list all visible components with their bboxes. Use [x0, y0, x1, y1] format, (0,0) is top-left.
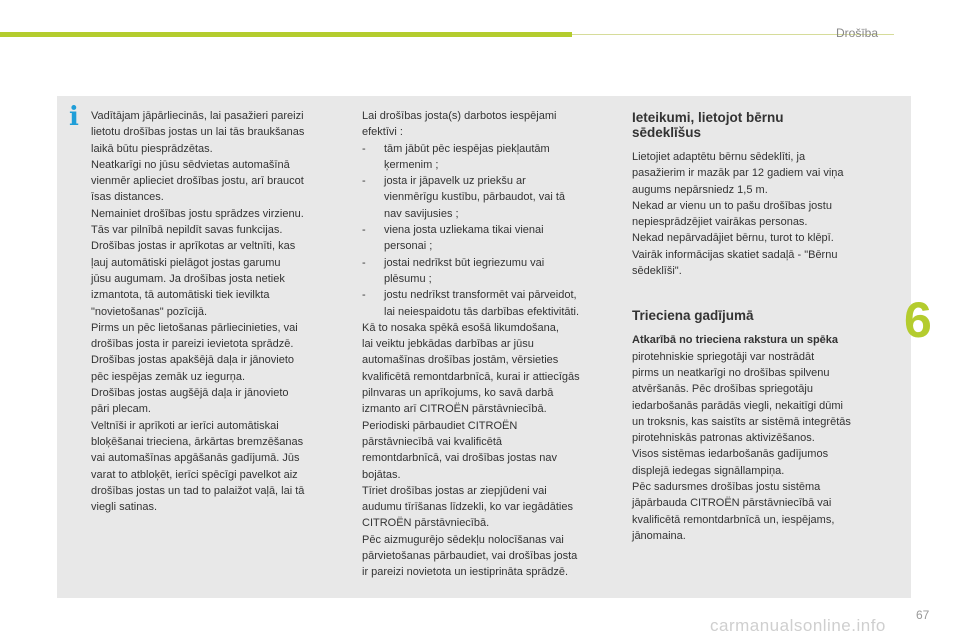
text-line: lai veiktu jebkādas darbības ar jūsu — [362, 338, 534, 351]
text-line: viegli satinas. — [91, 501, 158, 514]
section-title: Drošība — [836, 26, 879, 40]
text-line: izmantota, tā automātiski tiek ievilkta — [91, 289, 270, 302]
text-line: augums nepārsniedz 1,5 m. — [632, 183, 768, 196]
text-line-bold: Atkarībā no trieciena rakstura un spēka — [632, 334, 839, 347]
list-item — [362, 141, 612, 174]
info-icon: i — [69, 102, 79, 132]
text-line: drošības josta ir pareizi ievietota sprādzē. — [91, 338, 294, 351]
text-line: vai automašīnas apgāšanās gadījumā. Jūs — [91, 452, 300, 465]
text-line: jānomaina. — [632, 529, 686, 542]
text-line: bojātas. — [362, 468, 401, 481]
text-line: sēdeklīši". — [632, 265, 682, 278]
text-line: kvalificētā remontdarbnīcā, kurai ir attiecīgās — [362, 370, 580, 383]
text-line: bloķēšanai trieciena, ārkārtas bremzēšanas — [91, 435, 304, 448]
column-1-text — [91, 108, 341, 515]
text-line: pasažierim ir mazāk par 12 gadiem vai viņa — [632, 167, 844, 180]
text-line: nav savijusies ; — [384, 207, 459, 220]
text-line: displejā iedegas signāllampiņa. — [632, 464, 785, 477]
list-item — [362, 173, 612, 222]
list-dash: - — [362, 256, 366, 269]
list-dash: - — [362, 175, 366, 188]
text-line: īsas distances. — [91, 191, 164, 204]
text-line: jāpārbauda CITROËN pārstāvniecībā vai — [632, 497, 832, 510]
text-line: jostu nedrīkst transformēt vai pārveidot, — [384, 289, 577, 302]
text-line: Veltnīši ir aprīkoti ar ierīci automātiskai — [91, 419, 279, 432]
text-line: remontdarbnīcā, vai drošības jostas nav — [362, 452, 558, 465]
text-line: Nekad ar vienu un to pašu drošības jostu — [632, 199, 832, 212]
text-line: audumu tīrīšanas līdzekli, ko var iegādāties — [362, 501, 573, 514]
text-line: Nemainiet drošības jostu sprādzes virzienu. — [91, 207, 304, 220]
text-line: lai neiespaidotu tās darbības efektivitāti. — [384, 305, 580, 318]
text-line: josta ir jāpavelk uz priekšu ar — [384, 175, 526, 188]
text-line: Pirms un pēc lietošanas pārliecinieties, vai — [91, 321, 298, 334]
list-dash: - — [362, 142, 366, 155]
text-line: Lai drošības josta(s) darbotos iespējami — [362, 110, 557, 122]
text-line: laikā būtu piesprādzētas. — [91, 142, 213, 155]
page-number: 67 — [916, 608, 930, 622]
text-line: ķermenim ; — [384, 158, 439, 171]
text-line: Vairāk informācijas skatiet sadaļā - "Bērnu — [632, 248, 838, 261]
text-line: Kā to nosaka spēkā esošā likumdošana, — [362, 321, 559, 334]
text-line: ļauj automātiski pielāgot jostas garumu — [91, 256, 281, 269]
text-line: iedarbošanās parādās viegli, nekaitīgi dūmi — [632, 399, 843, 412]
watermark-text: carmanualsonline.info — [710, 616, 886, 635]
text-line: Periodiski pārbaudiet CITROËN — [362, 419, 518, 432]
text-line: pirotehniskās patronas aktivizēšanos. — [632, 432, 815, 445]
text-line: Pēc sadursmes drošības jostu sistēma — [632, 481, 821, 494]
text-line: Drošības jostas apakšējā daļa ir jānovieto — [91, 354, 295, 367]
text-line: kvalificētā remontdarbnīcā un, iespējams, — [632, 513, 835, 526]
text-line: nepiesprādzējiet vairākas personas. — [632, 216, 808, 229]
text-line: Vadītājam jāpārliecinās, lai pasažieri pareizi — [91, 110, 304, 122]
heading-child-seats: Ieteikumi, lietojot bērnu — [632, 110, 784, 125]
column-2-text — [362, 108, 612, 581]
text-line: Pēc aizmugurējo sēdekļu nolocīšanas vai — [362, 533, 564, 546]
header-accent-bar — [0, 32, 572, 37]
list-item — [362, 287, 612, 320]
text-line: efektīvi : — [362, 126, 403, 139]
text-line: Drošības jostas ir aprīkotas ar veltnīti, kas — [91, 240, 296, 253]
text-line: Drošības jostas augšējā daļa ir jānovieto — [91, 387, 289, 400]
text-line: pilnvaras un aprīkojums, ko savā darbā — [362, 387, 554, 400]
text-line: pirms un neatkarīgi no drošības spilvenu — [632, 366, 830, 379]
text-line: automašīnas drošības jostām, vērsieties — [362, 354, 559, 367]
text-line: Lietojiet adaptētu bērnu sēdeklīti, ja — [632, 151, 806, 163]
text-line: CITROËN pārstāvniecībā. — [362, 517, 490, 530]
text-line: pēc iespējas zemāk uz iegurņa. — [91, 370, 246, 383]
text-line: Tīriet drošības jostas ar ziepjūdeni vai — [362, 484, 547, 497]
text-line: ir pareizi novietota un iestiprināta sprādzē. — [362, 566, 569, 579]
text-line: "novietošanas" pozīcijā. — [91, 305, 208, 318]
list-item — [362, 255, 612, 288]
text-line: viena josta uzliekama tikai vienai — [384, 224, 544, 237]
list-dash: - — [362, 289, 366, 302]
text-line: vienmēr aplieciet drošības jostu, arī braucot — [91, 175, 304, 188]
text-line: atvēršanās. Pēc drošības spriegotāju — [632, 383, 813, 396]
text-line: pāri plecam. — [91, 403, 151, 416]
text-line: plēsumu ; — [384, 272, 432, 285]
text-line: jostai nedrīkst būt iegriezumu vai — [384, 256, 545, 269]
text-line: pirotehniskie spriegotāji var nostrādāt — [632, 350, 815, 363]
text-line: izmanto arī CITROËN pārstāvniecībā. — [362, 403, 547, 416]
heading-in-case-of-impact: Trieciena gadījumā — [632, 308, 754, 324]
text-line: un troksnis, kas saistīts ar sistēmā integrētās — [632, 415, 851, 428]
text-line: Nekad nepārvadājiet bērnu, turot to klēpī. — [632, 232, 834, 245]
text-line: vienmērīgu kustību, pārbaudot, vai tā — [384, 191, 565, 204]
text-line: tām jābūt pēc iespējas piekļautām — [384, 142, 550, 155]
text-line: pārstāvniecībā vai kvalificētā — [362, 435, 503, 448]
text-line: personai ; — [384, 240, 433, 253]
list-item — [362, 222, 612, 255]
text-line: lietotu drošības jostas un lai tās braukšanas — [91, 126, 305, 139]
text-line: drošības jostas un tad to palaižot vaļā, lai tā — [91, 484, 305, 497]
text-line: pārvietošanas pārbaudiet, vai drošības josta — [362, 550, 578, 563]
text-line: jūsu augumam. Ja drošības josta netiek — [91, 272, 285, 285]
list-dash: - — [362, 224, 366, 237]
text-line: Neatkarīgi no jūsu sēdvietas automašīnā — [91, 158, 290, 171]
text-line: varat to atbloķēt, ierīci spēcīgi pavelkot aiz — [91, 468, 298, 481]
heading-child-seats-line2: sēdeklīšus — [632, 125, 702, 140]
column-3-text — [632, 110, 882, 544]
chapter-number: 6 — [904, 292, 932, 348]
text-line: Tās var pilnībā nepildīt savas funkcijas. — [91, 224, 283, 237]
text-line: Visos sistēmas iedarbošanās gadījumos — [632, 448, 829, 461]
